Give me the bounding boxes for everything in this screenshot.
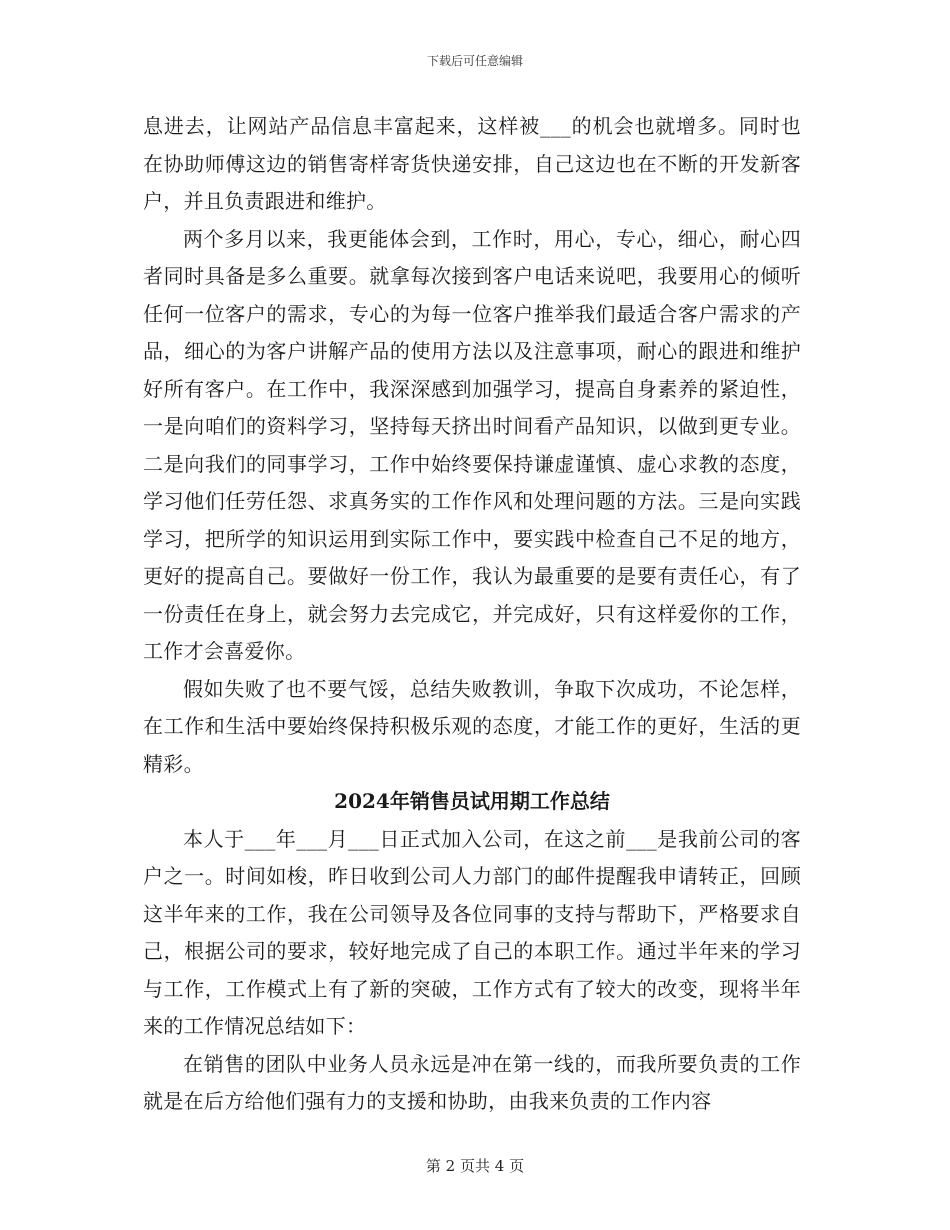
document-body	[143, 108, 801, 1121]
paragraph: 本人于___年___月___日正式加入公司，在这之前___是我前公司的客户之一。时间如梭，昨日收到公司人力部门的邮件提醒我申请转正，回顾这半年来的工作，我在公司领导及各位同事的支持与帮助下，严格要求自己，根据公司的要求，较好地完成了自己的本职工作。通过半年来的学习与工作，工作模式上有了新的突破，工作方式有了较大的改变，现将半年来的工作情况总结如下：	[143, 826, 801, 1038]
section-title: 2024年销售员试用期工作总结	[334, 789, 610, 813]
paragraph: 假如失败了也不要气馁，总结失败教训，争取下次成功，不论怎样，在工作和生活中要始终保持积极乐观的态度，才能工作的更好，生活的更精彩。	[143, 676, 801, 776]
page-header: 下载后可任意编辑	[426, 54, 523, 68]
paragraph: 两个多月以来，我更能体会到，工作时，用心，专心，细心，耐心四者同时具备是多么重要。就拿每次接到客户电话来说吧，我要用心的倾听任何一位客户的需求，专心的为每一位客户推举我们最适合客户需求的产品，细心的为客户讲解产品的使用方法以及注意事项，耐心的跟进和维护好所有客户。在工作中，我深深感到加强学习，提高自身素养的紧迫性，一是向咱们的资料学习，坚持每天挤出时间看产品知识，以做到更专业。二是向我们的同事学习，工作中始终要保持谦虚谨慎、虚心求教的态度，学习他们任劳任怨、求真务实的工作作风和处理问题的方法。三是向实践学习，把所学的知识运用到实际工作中，要实践中检查自己不足的地方，更好的提高自己。要做好一份工作，我认为最重要的是要有责任心，有了一份责任在身上，就会努力去完成它，并完成好，只有这样爱你的工作，工作才会喜爱你。	[143, 226, 801, 663]
paragraph-continued: 息进去，让网站产品信息丰富起来，这样被___的机会也就增多。同时也在协助师傅这边的销售寄样寄货快递安排，自己这边也在不断的开发新客户，并且负责跟进和维护。	[143, 114, 801, 213]
page-footer: 第 2 页共 4 页	[425, 1157, 525, 1175]
paragraph: 在销售的团队中业务人员永远是冲在第一线的，而我所要负责的工作就是在后方给他们强有力的支援和协助，由我来负责的工作内容	[143, 1051, 801, 1113]
